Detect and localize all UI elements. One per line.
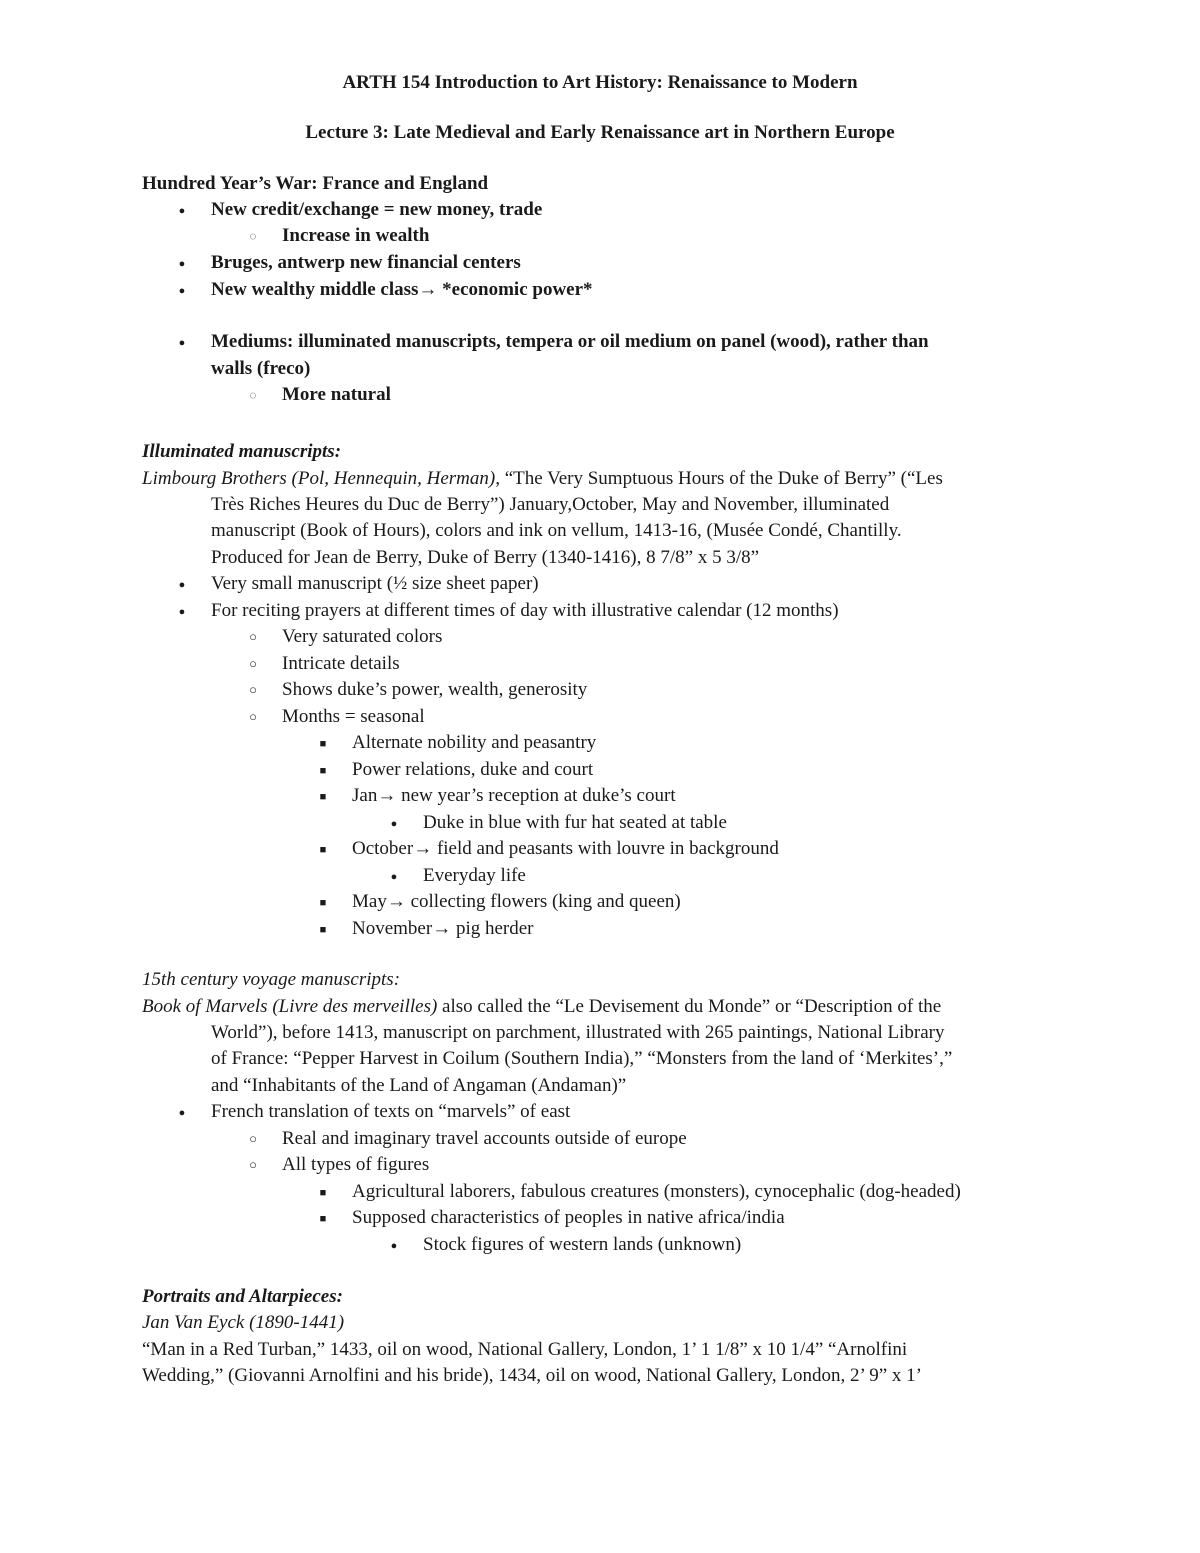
list-item-continuation: walls (freco): [211, 358, 311, 379]
bullet-icon: [172, 599, 192, 624]
list-item: Shows duke’s power, wealth, generosity: [282, 679, 588, 700]
bullet-icon: [313, 890, 333, 915]
list-item: Very saturated colors: [282, 626, 443, 647]
citation-line: “Man in a Red Turban,” 1433, oil on wood, National Gallery, London, 1’ 1 1/8” x 10 1/4” “Arnolfini: [142, 1339, 908, 1360]
list-item: Supposed characteristics of peoples in native africa/india: [352, 1207, 785, 1228]
citation-line: Wedding,” (Giovanni Arnolfini and his bride), 1434, oil on wood, National Gallery, London, 2’ 9” x 1’: [142, 1365, 922, 1386]
list-item: Agricultural laborers, fabulous creatures (monsters), cynocephalic (dog-headed): [352, 1181, 961, 1202]
bullet-icon: [172, 330, 192, 355]
list-item: Power relations, duke and court: [352, 759, 594, 780]
bullet-icon: [384, 811, 404, 836]
bullet-icon: [384, 864, 404, 889]
citation-line: World”), before 1413, manuscript on parchment, illustrated with 265 paintings, National Library: [211, 1022, 945, 1043]
list-item: More natural: [282, 384, 391, 405]
list-item: November→ pig herder: [352, 918, 534, 939]
list-item: Duke in blue with fur hat seated at table: [423, 812, 727, 833]
portraits-heading: Portraits and Altarpieces:: [142, 1286, 343, 1307]
list-item: For reciting prayers at different times of day with illustrative calendar (12 months): [211, 600, 839, 621]
artwork-title: Book of Marvels (Livre des merveilles): [142, 996, 438, 1017]
bullet-icon: [384, 1233, 404, 1258]
citation-text: also called the “Le Devisement du Monde” or “Description of the: [437, 996, 942, 1017]
bullet-icon: [313, 917, 333, 942]
list-item: Everyday life: [423, 865, 526, 886]
manuscripts-heading: Illuminated manuscripts:: [142, 441, 342, 462]
artist-name: Limbourg Brothers (Pol, Hennequin, Herman),: [142, 468, 500, 489]
bullet-icon: [313, 1180, 333, 1205]
list-item: French translation of texts on “marvels” of east: [211, 1101, 571, 1122]
bullet-icon: [243, 652, 263, 676]
bullet-icon: [243, 678, 263, 702]
artwork-citation: [142, 467, 943, 491]
citation-line: Produced for Jean de Berry, Duke of Berry (1340-1416), 8 7/8” x 5 3/8”: [211, 547, 760, 568]
bullet-icon: [172, 1100, 192, 1125]
bullet-icon: [172, 251, 192, 276]
bullet-icon: [172, 198, 192, 223]
list-item: Very small manuscript (½ size sheet paper): [211, 573, 539, 594]
bullet-icon: [313, 1206, 333, 1231]
list-item: New wealthy middle class→ *economic power*: [211, 279, 593, 300]
list-item: May→ collecting flowers (king and queen): [352, 891, 681, 912]
list-item: Alternate nobility and peasantry: [352, 732, 597, 753]
bullet-icon: [243, 383, 263, 407]
bullet-icon: [243, 1127, 263, 1151]
bullet-icon: [243, 705, 263, 729]
list-item: October→ field and peasants with louvre in background: [352, 838, 779, 859]
list-item: All types of figures: [282, 1154, 430, 1175]
bullet-icon: [243, 625, 263, 649]
list-item: New credit/exchange = new money, trade: [211, 199, 543, 220]
citation-line: Très Riches Heures du Duc de Berry”) January,October, May and November, illuminated: [211, 494, 890, 515]
artist-name: Jan Van Eyck (1890-1441): [142, 1312, 345, 1333]
artwork-citation: [142, 995, 941, 1019]
bullet-icon: [172, 278, 192, 303]
bullet-icon: [172, 572, 192, 597]
bullet-icon: [313, 731, 333, 756]
bullet-icon: [313, 837, 333, 862]
citation-line: manuscript (Book of Hours), colors and ink on vellum, 1413-16, (Musée Condé, Chantilly.: [211, 520, 902, 541]
list-item: Real and imaginary travel accounts outside of europe: [282, 1128, 687, 1149]
lecture-title: Lecture 3: Late Medieval and Early Renaissance art in Northern Europe: [305, 122, 895, 143]
list-item: Jan→ new year’s reception at duke’s court: [352, 785, 676, 806]
list-item: Months = seasonal: [282, 706, 425, 727]
bullet-icon: [243, 1153, 263, 1177]
citation-line: of France: “Pepper Harvest in Coilum (Southern India),” “Monsters from the land of ‘Merkites’,”: [211, 1048, 953, 1069]
bullet-icon: [313, 758, 333, 783]
citation-line: and “Inhabitants of the Land of Angaman (Andaman)”: [211, 1075, 627, 1096]
artwork-title: “The Very Sumptuous Hours of the Duke of Berry” (“Les: [499, 468, 943, 489]
war-heading: Hundred Year’s War: France and England: [142, 173, 489, 194]
list-item: Stock figures of western lands (unknown): [423, 1234, 742, 1255]
list-item: Intricate details: [282, 653, 400, 674]
voyage-heading: 15th century voyage manuscripts:: [142, 969, 401, 990]
list-item: Mediums: illuminated manuscripts, tempera or oil medium on panel (wood), rather than: [211, 331, 929, 352]
bullet-icon: [313, 784, 333, 809]
list-item: Bruges, antwerp new financial centers: [211, 252, 521, 273]
list-item: Increase in wealth: [282, 225, 430, 246]
course-title: ARTH 154 Introduction to Art History: Renaissance to Modern: [342, 72, 858, 93]
bullet-icon: [243, 224, 263, 248]
